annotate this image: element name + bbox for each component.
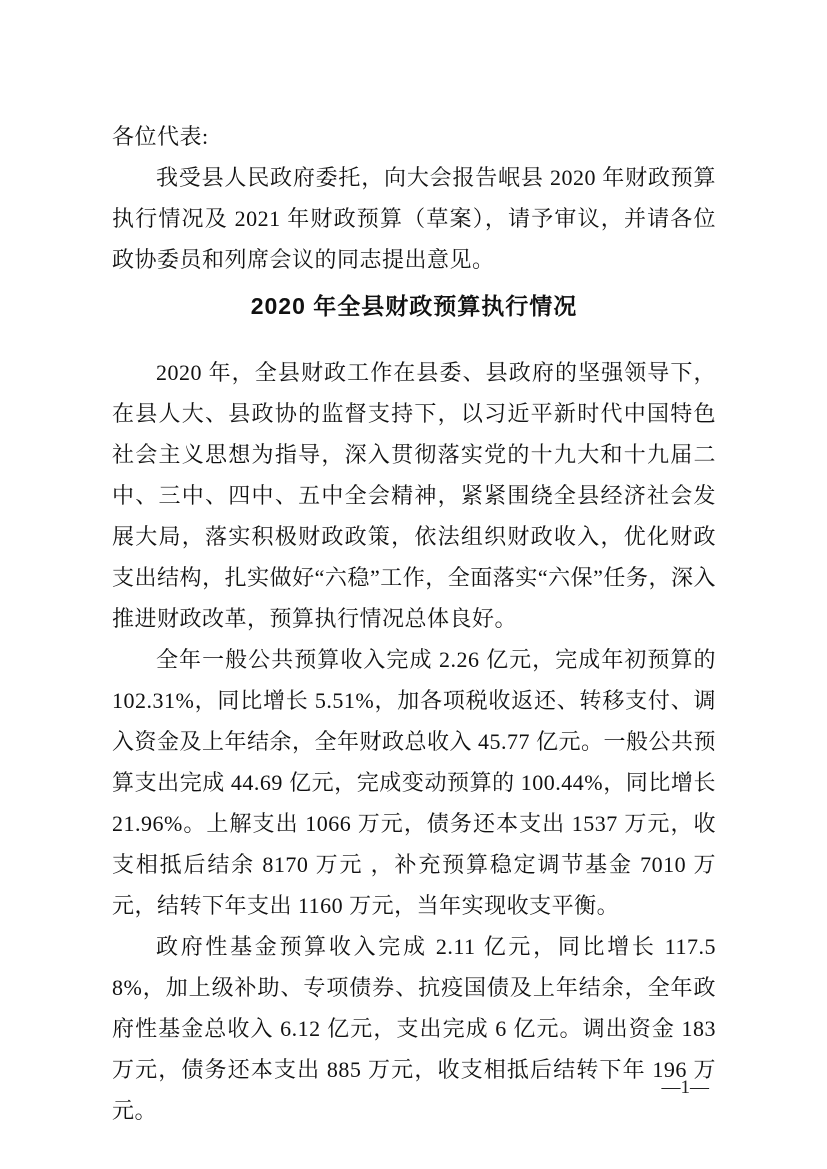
- page-number: —1—: [661, 1077, 709, 1098]
- document-body: [112, 116, 716, 1131]
- body-paragraph-3: 政府性基金预算收入完成 2.11 亿元，同比增长 117.58%，加上级补助、专项债券、抗疫国债及上年结余，全年政府性基金总收入 6.12 亿元，支出完成 6 亿元。调出资金 183 万元，债务还本支出 885 万元，收支相抵后结转下年 196 万元。: [112, 934, 716, 1123]
- body-paragraph-2: 全年一般公共预算收入完成 2.26 亿元，完成年初预算的 102.31%，同比增长 5.51%，加各项税收返还、转移支付、调入资金及上年结余，全年财政总收入 45.77 亿元。一般公共预算支出完成 44.69 亿元，完成变动预算的 100.44%，同比增长 21.96%。上解支出 1066 万元，债务还本支出 1537 万元，收支相抵后结余 8170 万元 ，补充预算稳定调节基金 7010 万元，结转下年支出 1160 万元，当年实现收支平衡。: [112, 647, 717, 918]
- section-heading: 2020 年全县财政预算执行情况: [250, 293, 578, 319]
- salutation: 各位代表:: [112, 124, 209, 149]
- body-paragraph-1: 2020 年，全县财政工作在县委、县政府的坚强领导下，在县人大、县政协的监督支持下，以习近平新时代中国特色社会主义思想为指导，深入贯彻落实党的十九大和十九届二中、三中、四中、五中全会精神，紧紧围绕全县经济社会发展大局，落实积极财政政策，依法组织财政收入，优化财政支出结构，扎实做好“六稳”工作，全面落实“六保”任务，深入推进财政改革，预算执行情况总体良好。: [112, 360, 716, 631]
- intro-paragraph: 我受县人民政府委托，向大会报告岷县 2020 年财政预算执行情况及 2021 年财政预算（草案），请予审议，并请各位政协委员和列席会议的同志提出意见。: [112, 165, 716, 272]
